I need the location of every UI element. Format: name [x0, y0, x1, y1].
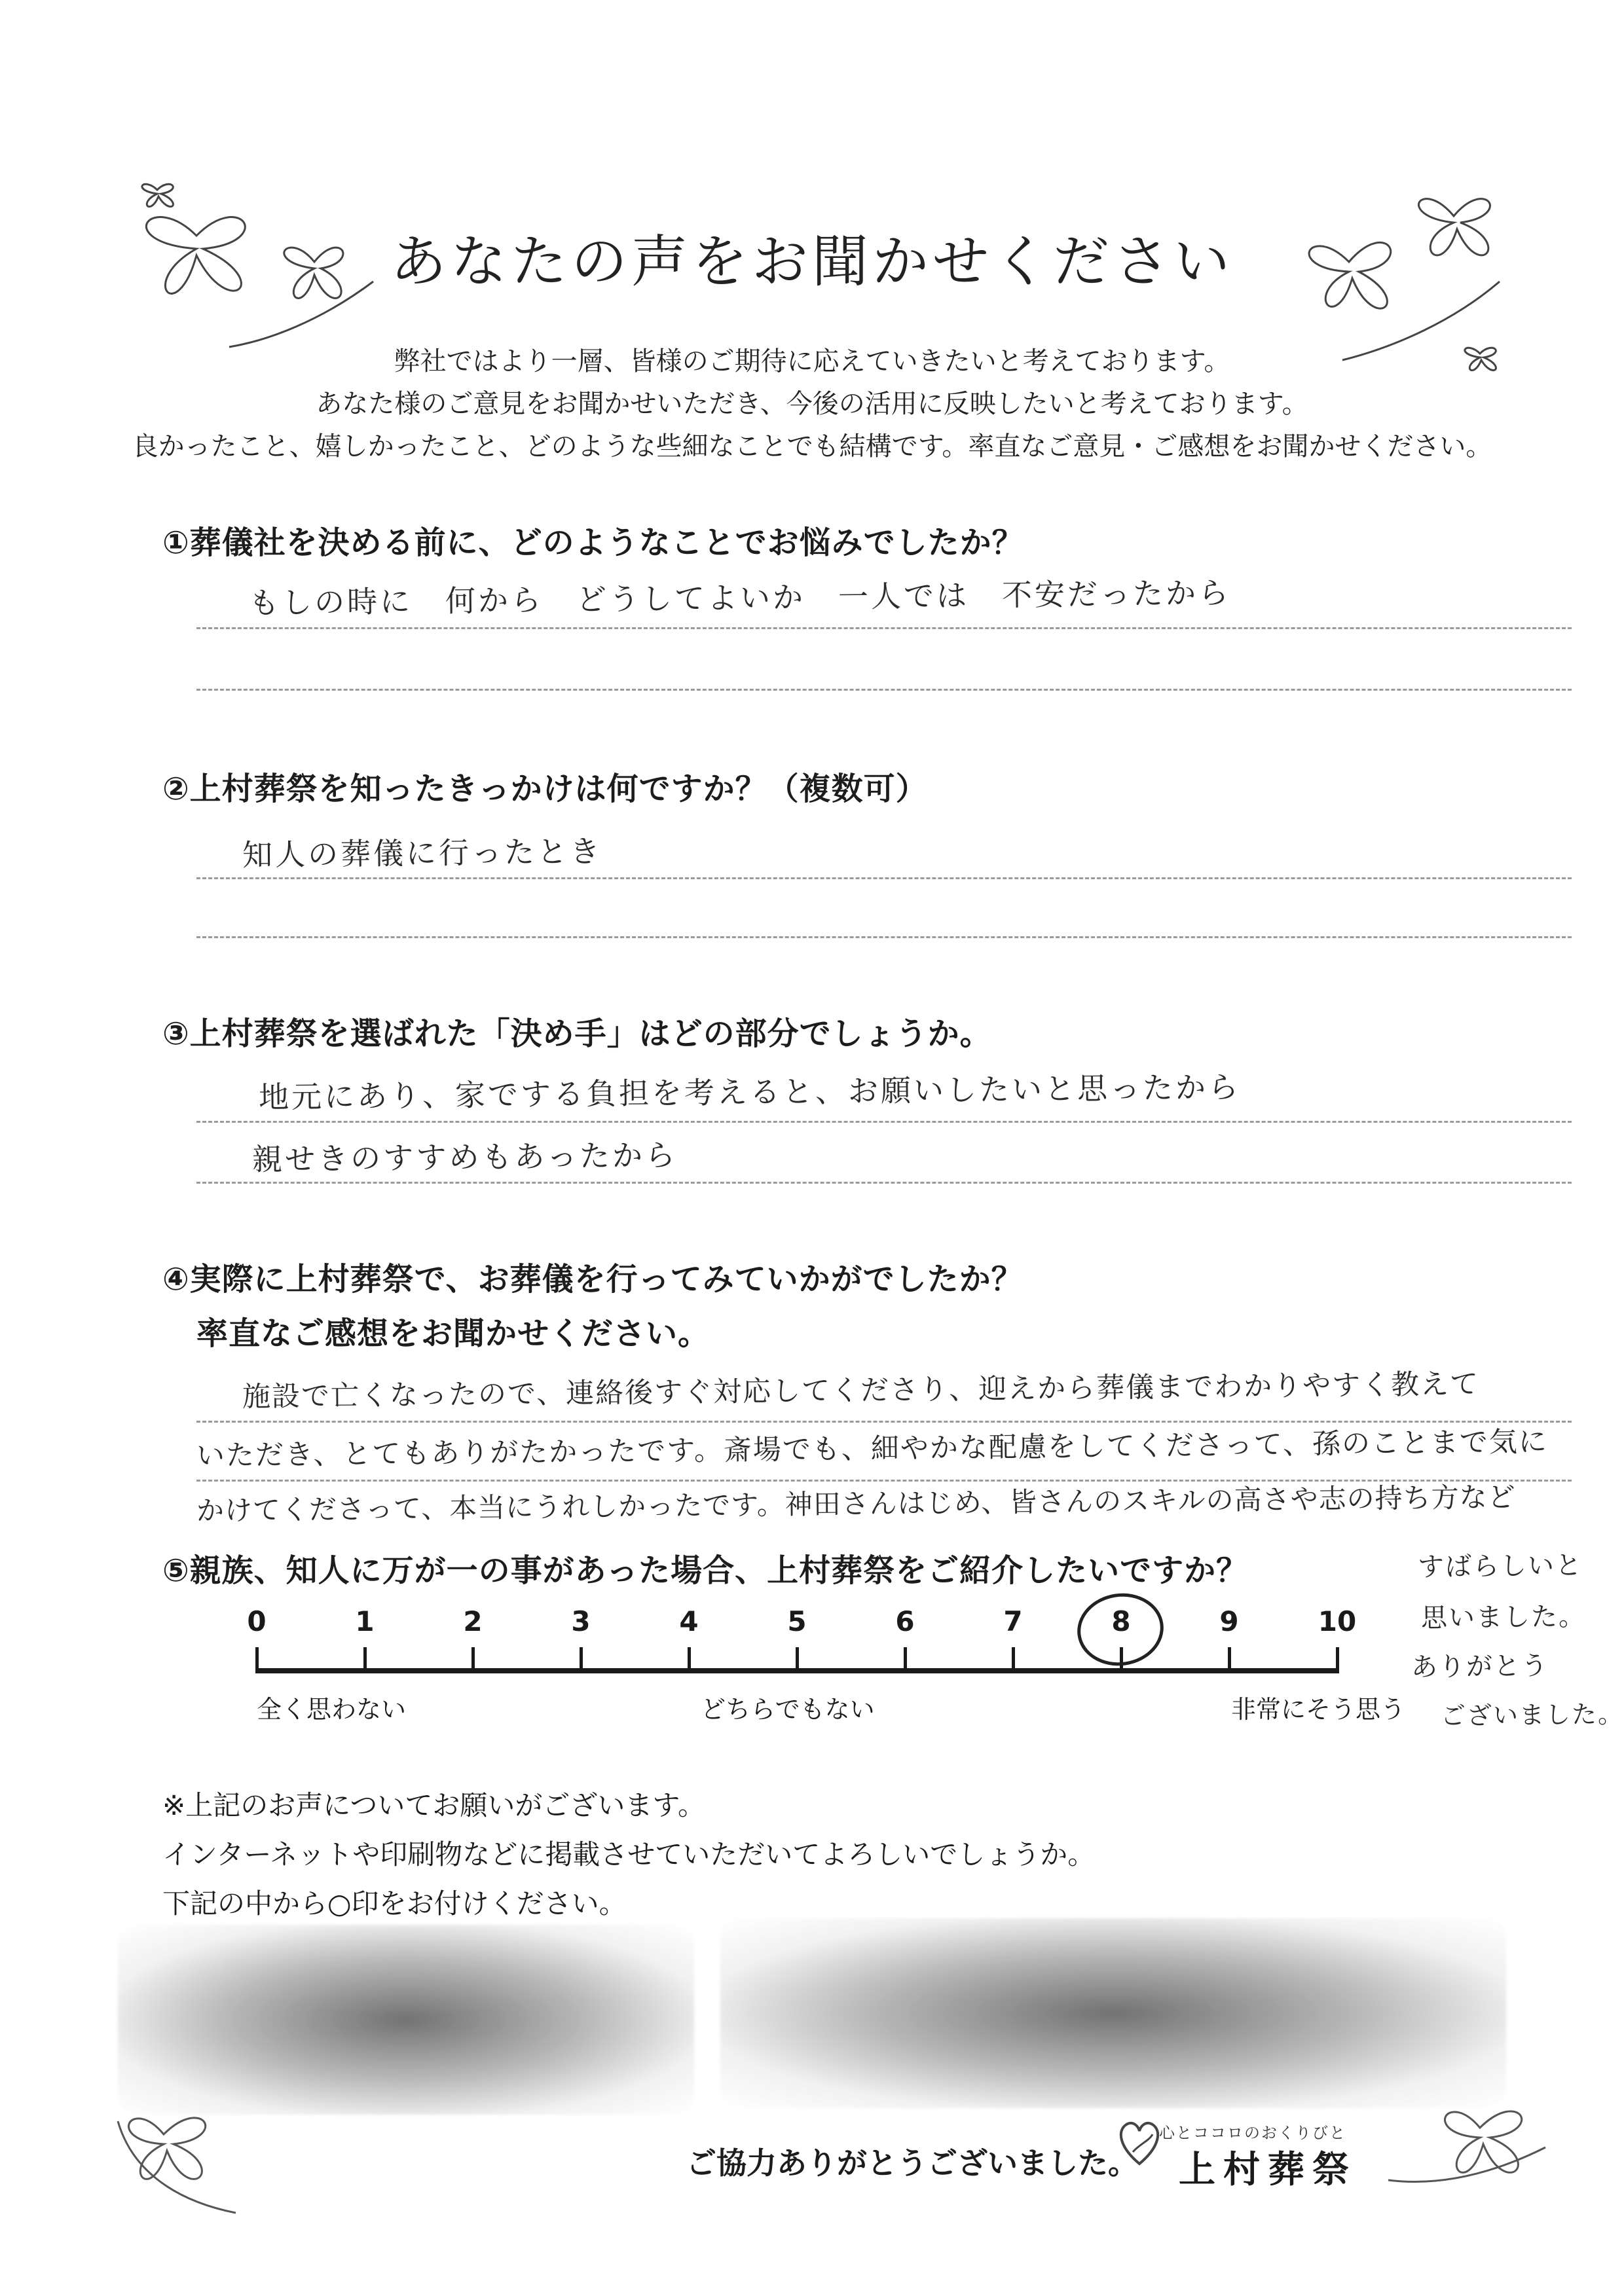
rating-tick	[580, 1647, 583, 1673]
intro-line-1: 弊社ではより一層、皆様のご期待に応えていきたいと考えております。	[394, 346, 1230, 376]
question-1-label: ①葬儀社を決める前に、どのようなことでお悩みでしたか？	[162, 524, 1024, 561]
question-4-answer-line-3: かけてくださって、本当にうれしかったです。神田さんはじめ、皆さんのスキルの高さや志の持ち方など	[196, 1480, 1516, 1527]
rating-number: 5	[787, 1605, 807, 1637]
question-1-answer-line-1: もしの時に 何から どうしてよいか 一人では 不安だったから	[248, 575, 1232, 621]
question-4-label: ④実際に上村葬祭で、お葬儀を行ってみていかがでしたか？	[162, 1261, 1024, 1298]
intro-line-2: あなた様のご意見をお聞かせいただき、今後の活用に反映したいと考えております。	[316, 389, 1308, 419]
answer-line-divider	[196, 936, 1572, 938]
rating-tick	[904, 1647, 907, 1673]
rating-tick	[796, 1647, 799, 1673]
question-2-label: ②上村葬祭を知ったきっかけは何ですか？（複数可）	[162, 771, 928, 807]
rating-number: 9	[1219, 1605, 1239, 1637]
page-title: あなたの声をお聞かせください	[390, 229, 1234, 295]
question-5-side-comment-4: ございました。	[1440, 1700, 1624, 1730]
question-2-answer-line-1: 知人の葬儀に行ったとき	[242, 833, 603, 873]
question-4-sublabel: 率直なご感想をお聞かせください。	[196, 1315, 710, 1352]
redacted-area-left	[118, 1925, 694, 2115]
question-5-side-comment-3: ありがとう	[1411, 1650, 1549, 1683]
answer-line-divider	[196, 627, 1572, 629]
rating-tick	[255, 1647, 259, 1673]
rating-number: 4	[679, 1605, 699, 1637]
rating-tick	[1336, 1647, 1339, 1673]
rating-tick	[471, 1647, 475, 1673]
rating-number: 10	[1318, 1605, 1357, 1637]
rating-selected-circle	[1073, 1588, 1168, 1671]
rating-tick	[1228, 1647, 1231, 1673]
permission-note-3: 下記の中から○印をお付けください。	[162, 1887, 627, 1920]
answer-line-divider	[196, 689, 1572, 691]
logo-name: 上村葬祭	[1179, 2149, 1357, 2191]
question-5-side-comment-2: 思いました。	[1420, 1601, 1587, 1633]
question-5-label: ⑤親族、知人に万が一の事があった場合、上村葬祭をご紹介したいですか？	[162, 1552, 1249, 1589]
rating-label-low: 全く思わない	[257, 1695, 407, 1724]
rating-label-high: 非常にそう思う	[1231, 1695, 1406, 1724]
thank-you-message: ご協力ありがとうございました。	[686, 2145, 1138, 2181]
rating-number: 7	[1003, 1605, 1023, 1637]
rating-tick	[688, 1647, 691, 1673]
rating-number: 6	[895, 1605, 915, 1637]
rating-number: 0	[247, 1605, 267, 1637]
permission-note-1: ※上記のお声についてお願いがございます。	[162, 1789, 705, 1821]
rating-label-mid: どちらでもない	[701, 1695, 875, 1724]
rating-number: 3	[571, 1605, 591, 1637]
rating-tick	[1012, 1647, 1015, 1673]
answer-line-divider	[196, 1182, 1572, 1184]
question-3-answer-line-1: 地元にあり、家でする負担を考えると、お願いしたいと思ったから	[258, 1069, 1242, 1115]
answer-line-divider	[196, 1121, 1572, 1123]
intro-line-3: 良かったこと、嬉しかったこと、どのような些細なことでも結構です。率直なご意見・ご感想をお聞かせください。	[132, 431, 1492, 462]
logo-heart-icon	[1113, 2111, 1166, 2170]
rating-number: 1	[355, 1605, 375, 1637]
redacted-area-right	[720, 1918, 1506, 2108]
rating-tick	[363, 1647, 367, 1673]
question-3-answer-line-2: 親せきのすすめもあったから	[251, 1137, 678, 1177]
permission-note-2: インターネットや印刷物などに掲載させていただいてよろしいでしょうか。	[162, 1838, 1096, 1870]
rating-number: 2	[463, 1605, 483, 1637]
rating-number: 8	[1111, 1605, 1131, 1637]
question-4-answer-line-1: 施設で亡くなったので、連絡後すぐ対応してくださり、迎えから葬儀までわかりやすく教えて	[242, 1368, 1480, 1413]
answer-line-divider	[196, 877, 1572, 879]
question-4-answer-line-2: いただき、とてもありがたかったです。斎場でも、細やかな配慮をしてくださって、孫のことまで気に	[196, 1425, 1549, 1472]
question-5-side-comment-1: すばらしいと	[1417, 1550, 1583, 1582]
question-3-label: ③上村葬祭を選ばれた「決め手」はどの部分でしょうか。	[162, 1015, 992, 1052]
logo-tagline: 心とココロのおくりびと	[1159, 2124, 1346, 2142]
